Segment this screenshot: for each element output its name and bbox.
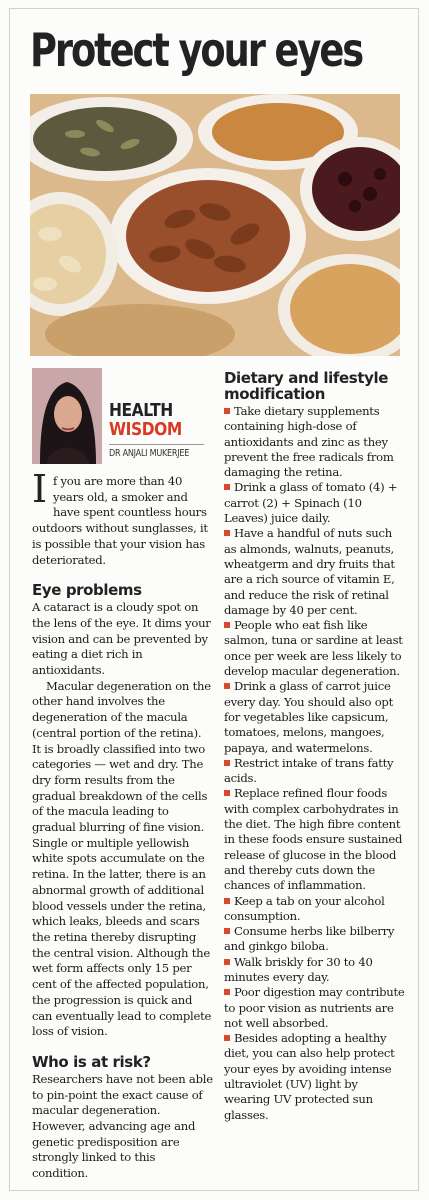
list-item: Keep a tab on your alcohol consumption. bbox=[224, 893, 385, 923]
headline: Protect your eyes bbox=[30, 23, 363, 77]
author-portrait bbox=[32, 368, 102, 464]
bullet-square-icon bbox=[224, 790, 230, 796]
list-item: Walk briskly for 30 to 40 minutes every day. bbox=[224, 954, 373, 984]
intro-text: f you are more than 40 years old, a smoker and have spent countless hours outdoors without sunglasses, it is possible that your vision has deteriorated. bbox=[32, 474, 208, 567]
risk-heading: Who is at risk? bbox=[32, 1052, 151, 1071]
diet-list bbox=[224, 404, 406, 1123]
bullet-square-icon bbox=[224, 959, 230, 965]
eye-problems-heading: Eye problems bbox=[32, 581, 142, 600]
left-column bbox=[32, 366, 213, 1182]
drop-cap: I bbox=[32, 467, 48, 511]
eye-problems-paragraph-2: Macular degeneration on the other hand involves the degeneration of the macula (central portion of the retina). It is broadly classified into two categories — wet and dry. The dry form results from the gradual breakdown of the cells of the macula leading to gradual blurring of fine vision. Single or multiple yellowish white spots accumulate on the retina. In the latter, there is an abnormal growth of additional blood vessels under the retina, which leaks, bleeds and scars the retina thereby disrupting the central vision. Although the wet form affects only 15 per cent of the affected population, the progression is quick and can eventually lead to complete loss of vision. bbox=[32, 678, 212, 1039]
bullet-square-icon bbox=[224, 530, 230, 536]
column-byline bbox=[32, 366, 213, 474]
eye-problems-paragraph-1: A cataract is a cloudy spot on the lens of the eye. It dims your vision and can be prevented by eating a diet rich in antioxidants. bbox=[32, 600, 211, 678]
list-item: Drink a glass of tomato (4) + carrot (2) + Spinach (10 Leaves) juice daily. bbox=[224, 480, 398, 526]
column-title-bottom: WISDOM bbox=[109, 419, 182, 440]
right-column bbox=[224, 366, 406, 1123]
list-item: Besides adopting a healthy diet, you can also help protect your eyes by avoiding intense ultraviolet (UV) light by wearing UV protected sun glasses. bbox=[224, 1031, 395, 1122]
bullet-square-icon bbox=[224, 928, 230, 934]
risk-paragraph: Researchers have not been able to pin-point the exact cause of macular degeneration. However, advancing age and genetic predisposition are strongly linked to this condition. bbox=[32, 1071, 213, 1181]
diet-heading: Dietary and lifestyle modification bbox=[224, 369, 388, 403]
column-title-top: HEALTH bbox=[109, 400, 173, 421]
bullet-square-icon bbox=[224, 622, 230, 628]
bullet-square-icon bbox=[224, 484, 230, 490]
bullet-square-icon bbox=[224, 408, 230, 414]
bullet-square-icon bbox=[224, 760, 230, 766]
list-item: Restrict intake of trans fatty acids. bbox=[224, 755, 394, 786]
list-item: People who eat fish like salmon, tuna or sardine at least once per week are less likely to develop macular degeneration. bbox=[224, 618, 403, 679]
nuts-bowls-photo bbox=[30, 94, 400, 356]
list-item: Drink a glass of carrot juice every day. You should also opt for vegetables like capsicum, tomatoes, melons, mangoes, papaya, and watermelons. bbox=[224, 679, 394, 755]
list-item: Have a handful of nuts such as almonds, walnuts, peanuts, wheatgerm and dry fruits that are a rich source of vitamin E, and reduce the risk of retinal damage by 40 per cent. bbox=[224, 526, 395, 617]
intro-paragraph bbox=[32, 467, 213, 568]
bullet-square-icon bbox=[224, 989, 230, 995]
list-item: Replace refined flour foods with complex carbohydrates in the diet. The high fibre content in these foods ensure sustained release of glucose in the blood and thereby cuts down the chances of inflammation. bbox=[224, 786, 403, 893]
bullet-square-icon bbox=[224, 898, 230, 904]
list-item: Take dietary supplements containing high-dose of antioxidants and zinc as they prevent the free radicals from damaging the retina. bbox=[224, 404, 394, 480]
author-name: DR ANJALI MUKERJEE bbox=[109, 444, 204, 459]
list-item: Poor digestion may contribute to poor vision as nutrients are not well absorbed. bbox=[224, 985, 405, 1030]
bullet-square-icon bbox=[224, 683, 230, 689]
bullet-square-icon bbox=[224, 1035, 230, 1041]
list-item: Consume herbs like bilberry and ginkgo biloba. bbox=[224, 924, 395, 954]
